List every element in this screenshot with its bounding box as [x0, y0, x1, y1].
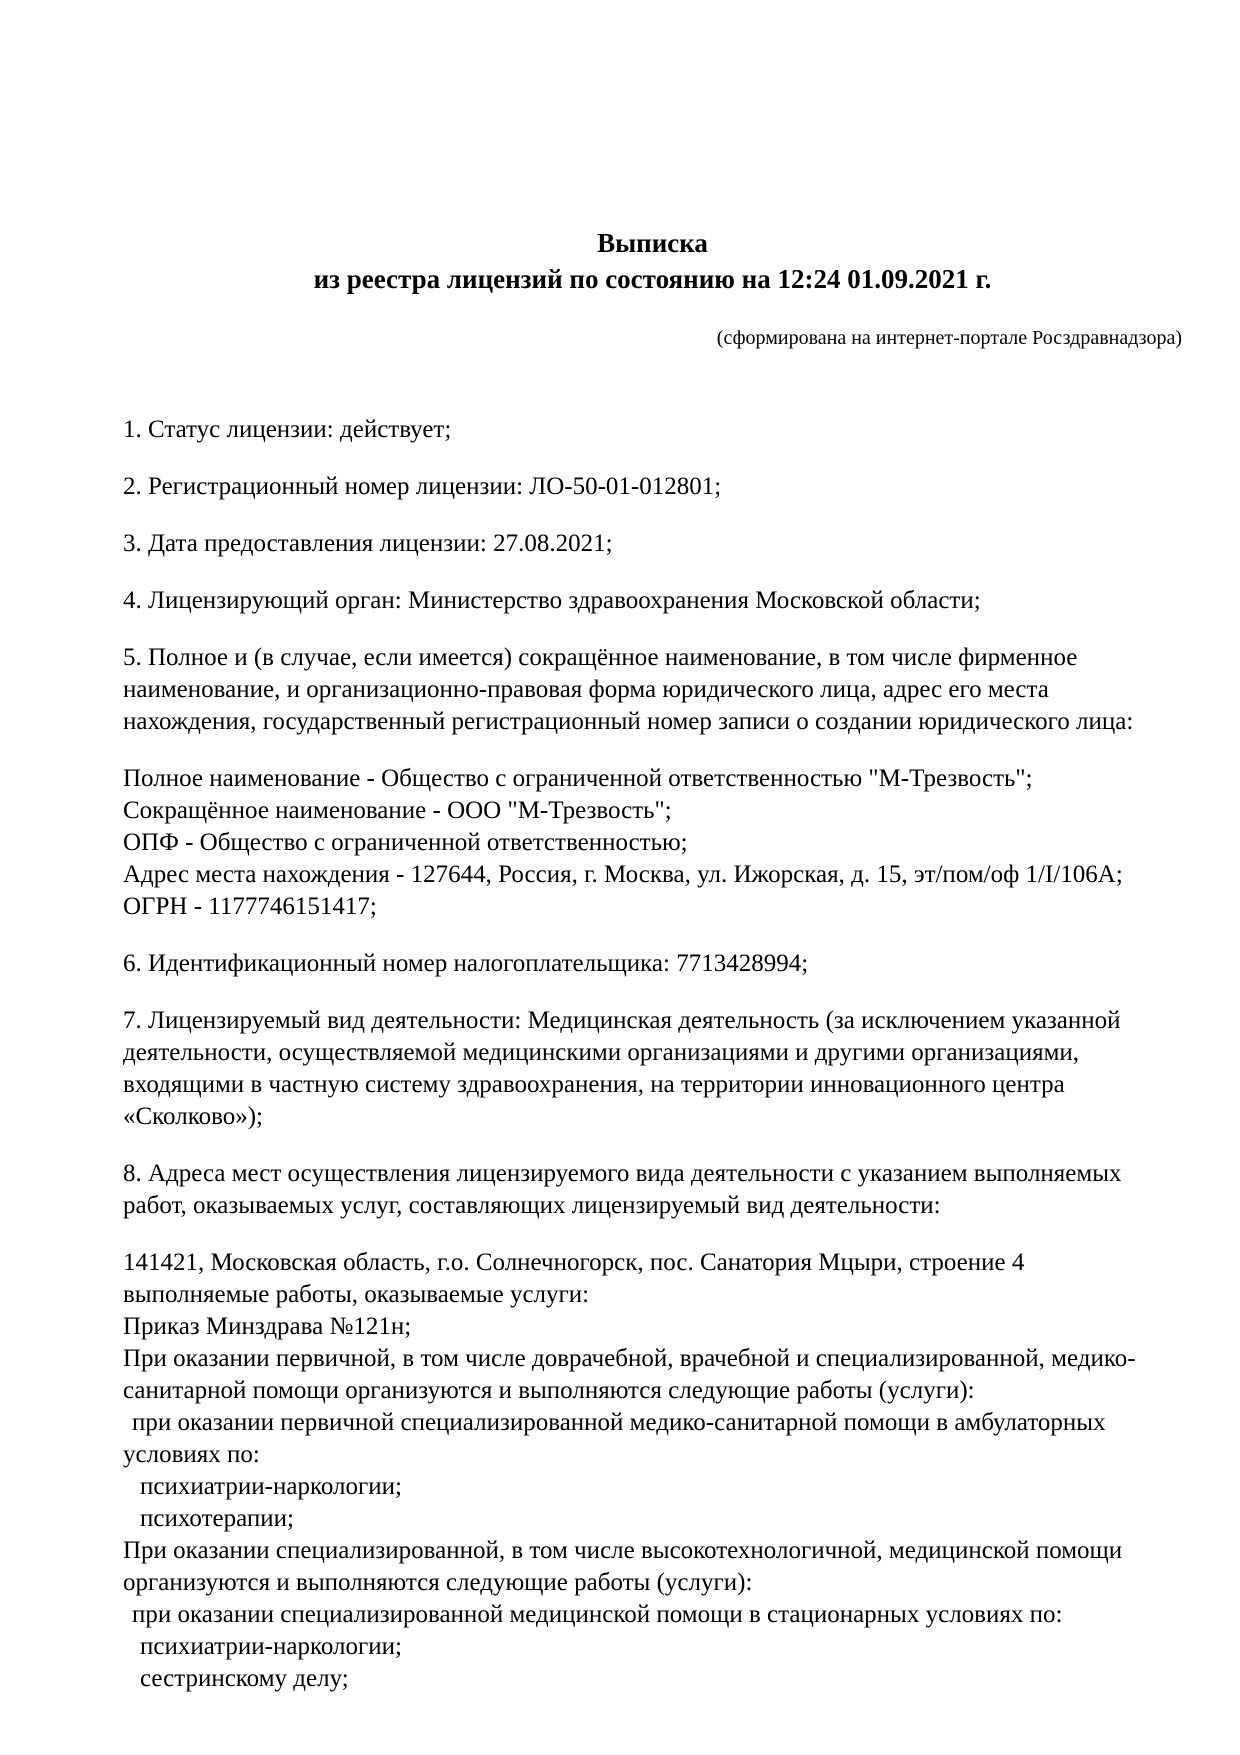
registration-number-line: 2. Регистрационный номер лицензии: ЛО-50-01-012801;	[123, 473, 722, 500]
ogrn-line: ОГРН - 1177746151417;	[123, 893, 377, 920]
works-label-line: выполняемые работы, оказываемые услуги:	[123, 1281, 590, 1308]
specialized-care-paragraph: При оказании специализированной, в том числе высокотехнологичной, медицинской помощи организуются и выполняются следующие работы (услуги):	[123, 1537, 1123, 1596]
nursing-line: сестринскому делу;	[140, 1665, 349, 1692]
short-name-line: Сокращённое наименование - ООО "М-Трезвость";	[123, 797, 672, 824]
licensing-authority-line: 4. Лицензирующий орган: Министерство здравоохранения Московской области;	[123, 587, 981, 614]
names-intro-paragraph: 5. Полное и (в случае, если имеется) сокращённое наименование, в том числе фирменное наименование, и организационно-правовая форма юридического лица, адрес его места нахождения, государственный регистрационный номер записи о создании юридического лица:	[123, 644, 1134, 735]
psychiatry-narcology-line-2: психиатрии-наркологии;	[140, 1633, 402, 1660]
specialized-inpatient-line: при оказании специализированной медицинской помощи в стационарных условиях по:	[132, 1601, 1063, 1628]
inn-line: 6. Идентификационный номер налогоплательщика: 7713428994;	[123, 950, 809, 977]
psychiatry-narcology-line-1: психиатрии-наркологии;	[140, 1473, 402, 1500]
primary-outpatient-paragraph: при оказании первичной специализированной медико-санитарной помощи в амбулаторных условиях по:	[123, 1409, 1106, 1468]
licensed-activity-paragraph: 7. Лицензируемый вид деятельности: Медицинская деятельность (за исключением указанной деятельности, осуществляемой медицинскими организациями и другими организациями, входящими в частную систему здравоохранения, на территории инновационного центра «Сколково»);	[123, 1007, 1121, 1130]
primary-care-paragraph: При оказании первичной, в том числе доврачебной, врачебной и специализированной, медико-санитарной помощи организуются и выполняются следующие работы (услуги):	[123, 1345, 1136, 1404]
addresses-intro-paragraph: 8. Адреса мест осуществления лицензируемого вида деятельности с указанием выполняемых работ, оказываемых услуг, составляющих лицензируемый вид деятельности:	[123, 1160, 1122, 1219]
license-status-line: 1. Статус лицензии: действует;	[123, 416, 452, 443]
document-content	[123, 225, 1182, 1695]
organization-details-block	[123, 763, 1182, 923]
psychotherapy-line: психотерапии;	[140, 1505, 294, 1532]
full-name-line: Полное наименование - Общество с ограниченной ответственностью "М-Трезвость";	[123, 765, 1033, 792]
grant-date-line: 3. Дата предоставления лицензии: 27.08.2021;	[123, 530, 613, 557]
document-title	[123, 225, 1182, 297]
site-address-line: 141421, Московская область, г.о. Солнечногорск, пос. Санатория Мцыри, строение 4	[123, 1249, 1025, 1276]
legal-address-line: Адрес места нахождения - 127644, Россия, г. Москва, ул. Ижорская, д. 15, эт/пом/оф 1/I/106А;	[123, 861, 1123, 888]
ministry-order-line: Приказ Минздрава №121н;	[123, 1313, 412, 1340]
title-line-2: из реестра лицензий по состоянию на 12:24 01.09.2021 г.	[313, 264, 992, 294]
opf-line: ОПФ - Общество с ограниченной ответственностью;	[123, 829, 688, 856]
activity-address-block	[123, 1247, 1158, 1695]
generated-note: (сформирована на интернет-портале Росздравнадзора)	[716, 327, 1182, 349]
title-line-1: Выписка	[597, 228, 708, 258]
